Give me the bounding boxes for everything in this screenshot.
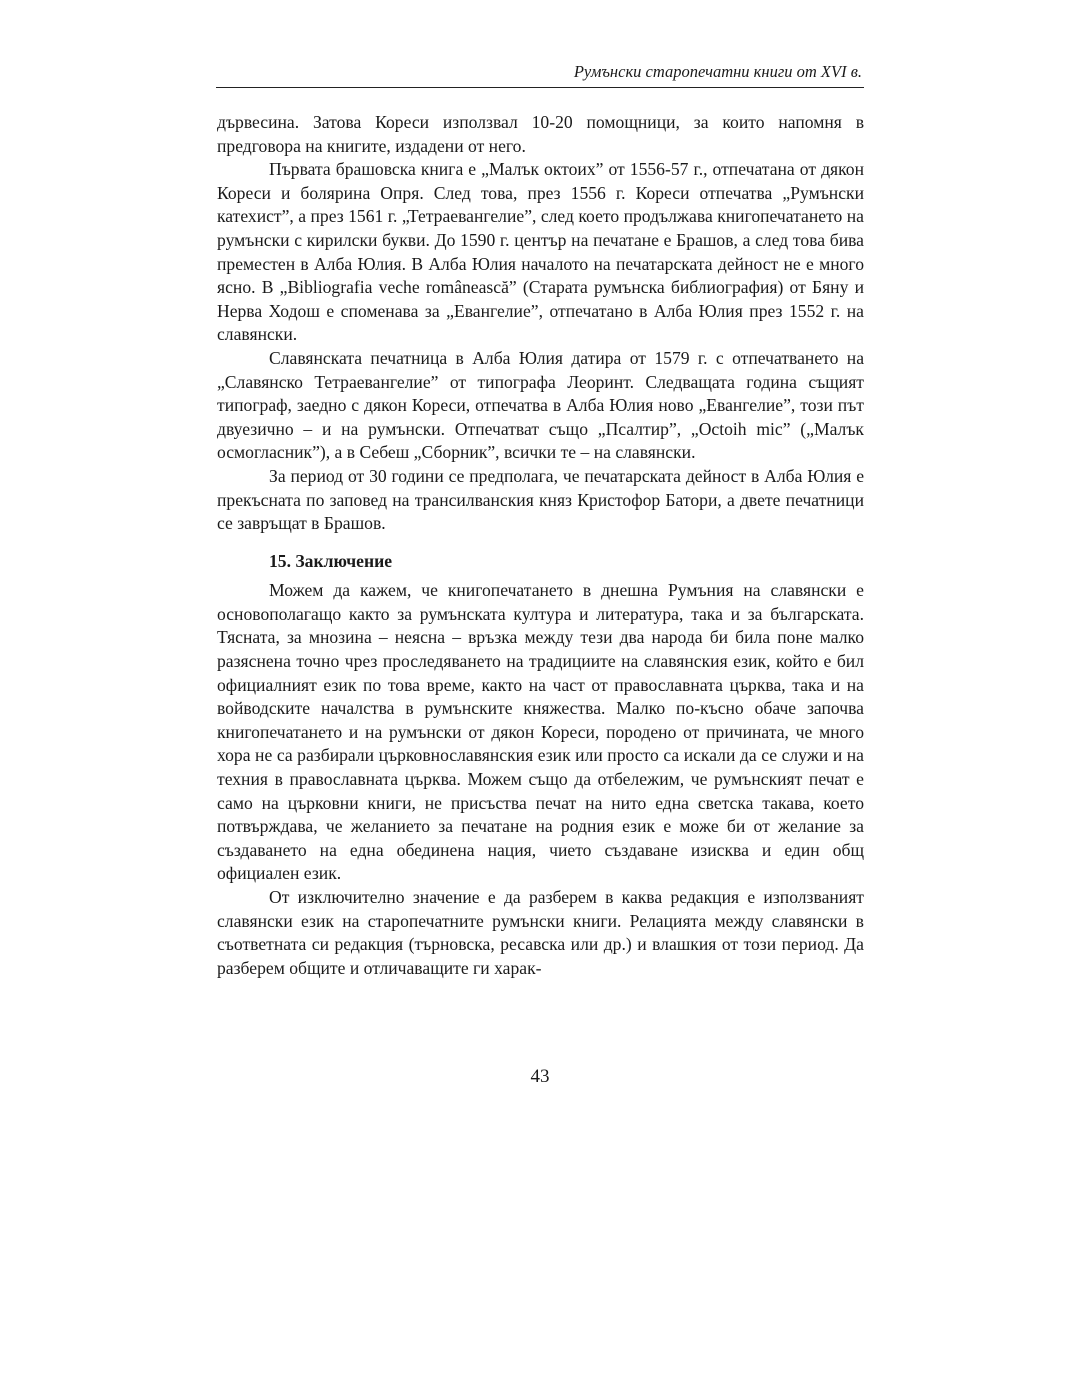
paragraph-conclusion-1: Можем да кажем, че книгопечатането в днешна Румъния на славянски е основополагащо както за румънската култура и литература, така и за българската. Тясната, за мнозина – неясна – връзка между тези два народа би била поне малко разяснена точно чрез проследяването на традициите на славянския език, който е бил официалният език по това време, както на част от православната църква, така и на войводските началства в румънските княжества. Малко по-късно обаче започва книгопечатането и на румънски от дякон Кореси, породено от причината, че много хора не са разбирали църковнославянския език или просто са искали да се служи и на техния в православната църква. Можем също да отбележим, че румънският печат е само на църковни книги, не присъства печат на нито една светска такава, което потвърждава, че желанието за печатане на родния език е може би от желание за създаването на една обединена нация, чието създаване изисква и един общ официален език. <box>217 580 864 884</box>
header-rule <box>216 87 864 88</box>
paragraph-continuation: дървесина. Затова Кореси използвал 10-20 помощници, за които напомня в предговора на книгите, издадени от него. <box>217 112 864 156</box>
paragraph-interruption: За период от 30 години се предполага, че печатарската дейност в Алба Юлия е прекъсната по заповед на трансилванския княз Кристофор Батори, а двете печатници се завръщат в Брашов. <box>217 465 864 534</box>
page-number: 43 <box>530 1066 550 1087</box>
section-heading: 15. Заключение <box>269 550 393 571</box>
body-text <box>217 111 864 980</box>
paragraph-first-brasov-book: Първата брашовска книга е „Малък октоих” от 1556-57 г., отпечатана от дякон Кореси и болярина Опря. След това, през 1556 г. Кореси отпечатва „Румънски катехист”, а през 1561 г. „Тетраевангелие”, след което продължава книгопечатането на румънски с кирилски букви. До 1590 г. център на печатане е Брашов, а след това бива преместен в Алба Юлия. В Алба Юлия началото на печатарската дейност не е много ясно. В „Bibliografia veche românească” (Старата румънска библиография) от Бяну и Нерва Ходош е споменава за „Евангелие”, отпечатано в Алба Юлия през 1552 г. на славянски. <box>217 159 864 345</box>
running-header: Румънски старопечатни книги от XVI в. <box>573 62 862 81</box>
paragraph-conclusion-2: От изключително значение е да разберем в каква редакция е използваният славянски език на старопечатните румънски книги. Релацията между славянски в съответната си редакция (търновска, ресавска или др.) и влашкия от този период. Да разберем общите и отличаващите ги харак- <box>217 887 864 978</box>
paragraph-alba-iulia-press: Славянската печатница в Алба Юлия датира от 1579 г. с отпечатването на „Славянско Тетраевангелие” от типографа Леоринт. Следващата година същият типограф, заедно с дякон Кореси, отпечатва в Алба Юлия ново „Евангелие”, този път двуезично – и на румънски. Отпечатват също „Псалтир”, „Octoih mic” („Малък осмогласник”), а в Себеш „Сборник”, всички те – на славянски. <box>217 347 864 463</box>
